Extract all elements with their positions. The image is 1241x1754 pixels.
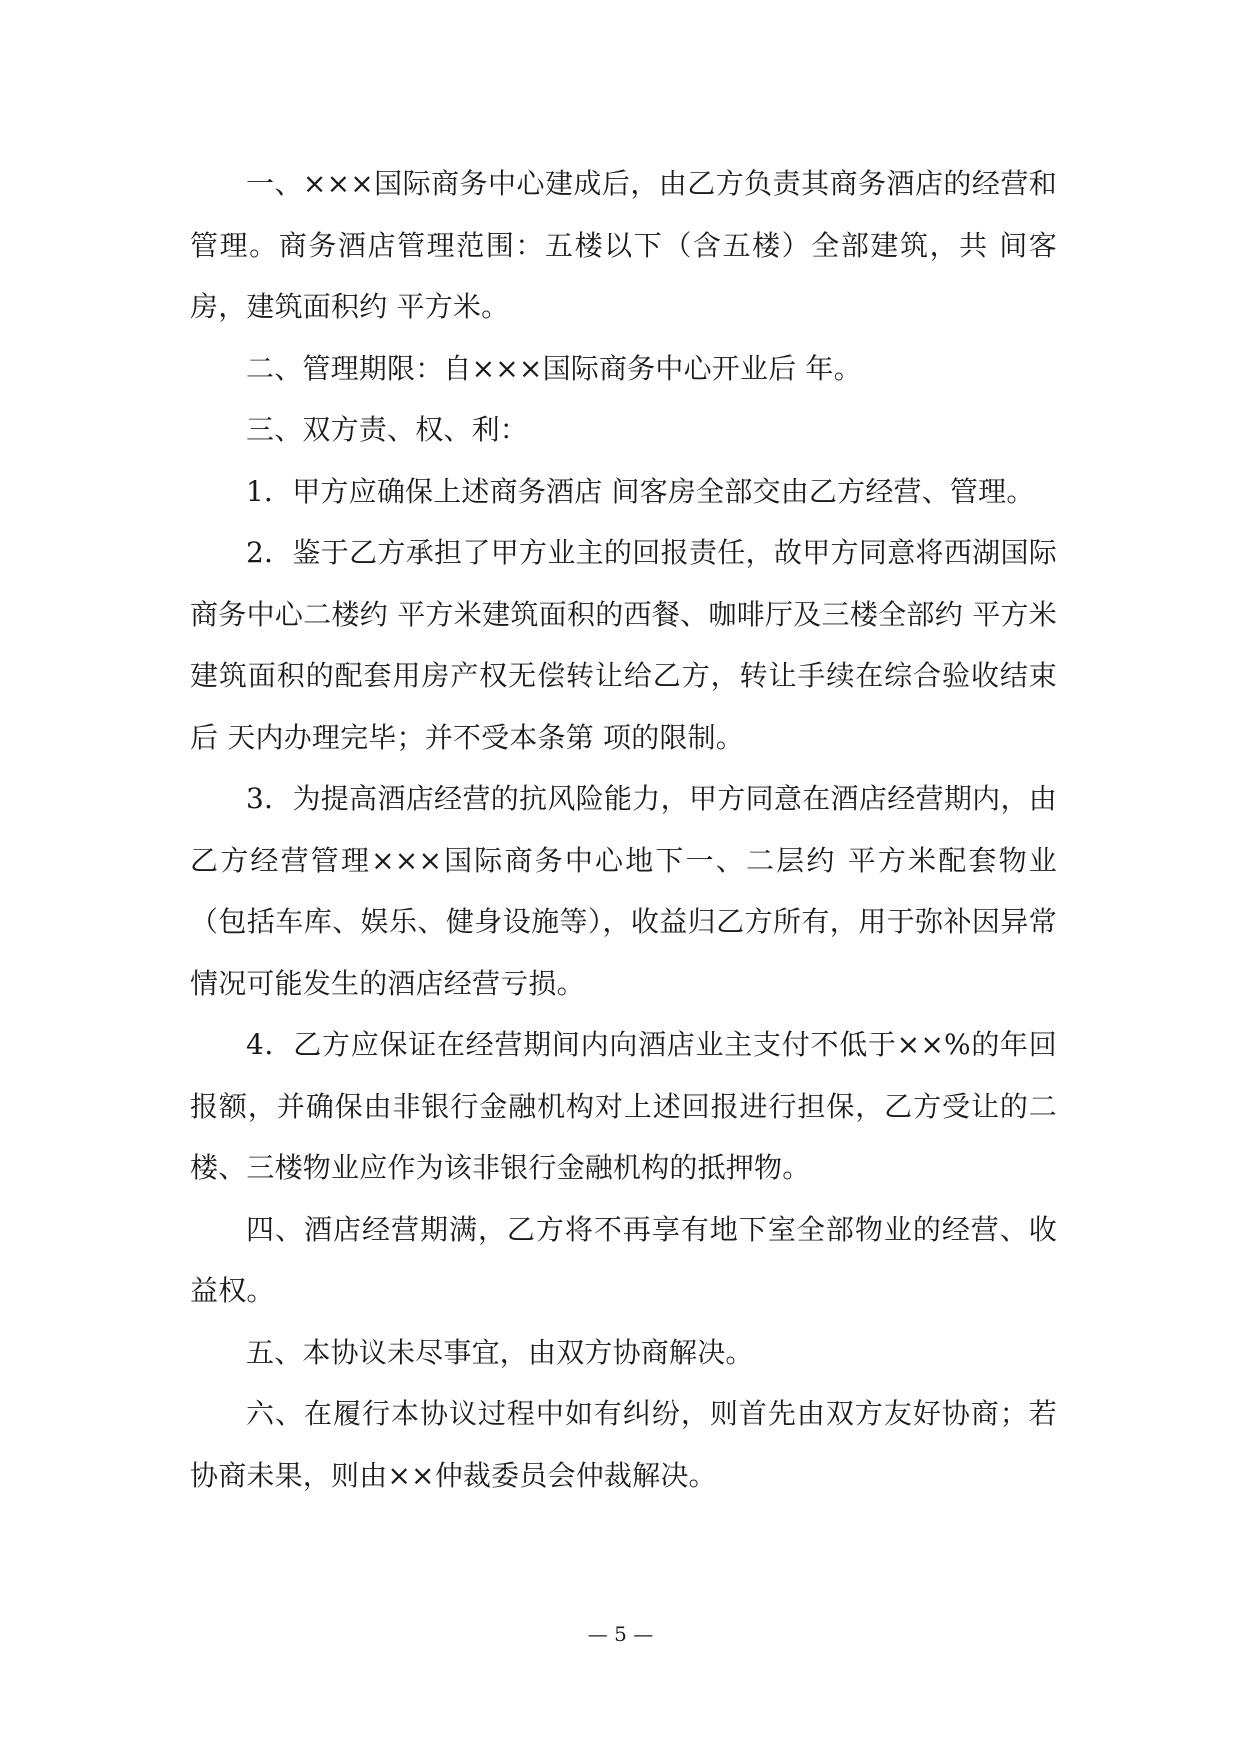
paragraph-10: 六、在履行本协议过程中如有纠纷，则首先由双方友好协商；若协商未果，则由××仲裁委员会仲裁解决。 [190,1397,1057,1492]
paragraph-4: 1．甲方应确保上述商务酒店 间客房全部交由乙方经营、管理。 [246,474,1035,508]
paragraph-2: 二、管理期限：自×××国际商务中心开业后 年。 [246,351,862,385]
paragraph-1: 一、×××国际商务中心建成后，由乙方负责其商务酒店的经营和管理。商务酒店管理范围：五楼以下（含五楼）全部建筑，共 间客房，建筑面积约 平方米。 [190,167,1057,323]
paragraph-9: 五、本协议未尽事宜，由双方协商解决。 [246,1335,754,1369]
paragraph-8: 四、酒店经营期满，乙方将不再享有地下室全部物业的经营、收益权。 [190,1212,1057,1307]
document-body [190,153,1057,1506]
paragraph-5: 2．鉴于乙方承担了甲方业主的回报责任，故甲方同意将西湖国际商务中心二楼约 平方米建筑面积的西餐、咖啡厅及三楼全部约 平方米建筑面积的配套用房产权无偿转让给乙方，转让手续在综合验收结束后 天内办理完毕；并不受本条第 项的限制。 [190,536,1057,754]
paragraph-3: 三、双方责、权、利： [246,413,529,446]
page-number: — 5 — [587,1622,654,1646]
paragraph-7: 4．乙方应保证在经营期间内向酒店业主支付不低于××%的年回报额，并确保由非银行金融机构对上述回报进行担保，乙方受让的二楼、三楼物业应作为该非银行金融机构的抵押物。 [190,1028,1057,1184]
paragraph-6: 3．为提高酒店经营的抗风险能力，甲方同意在酒店经营期内，由乙方经营管理×××国际商务中心地下一、二层约 平方米配套物业（包括车库、娱乐、健身设施等），收益归乙方所有，用于弥补因异常情况可能发生的酒店经营亏损。 [190,782,1057,1000]
